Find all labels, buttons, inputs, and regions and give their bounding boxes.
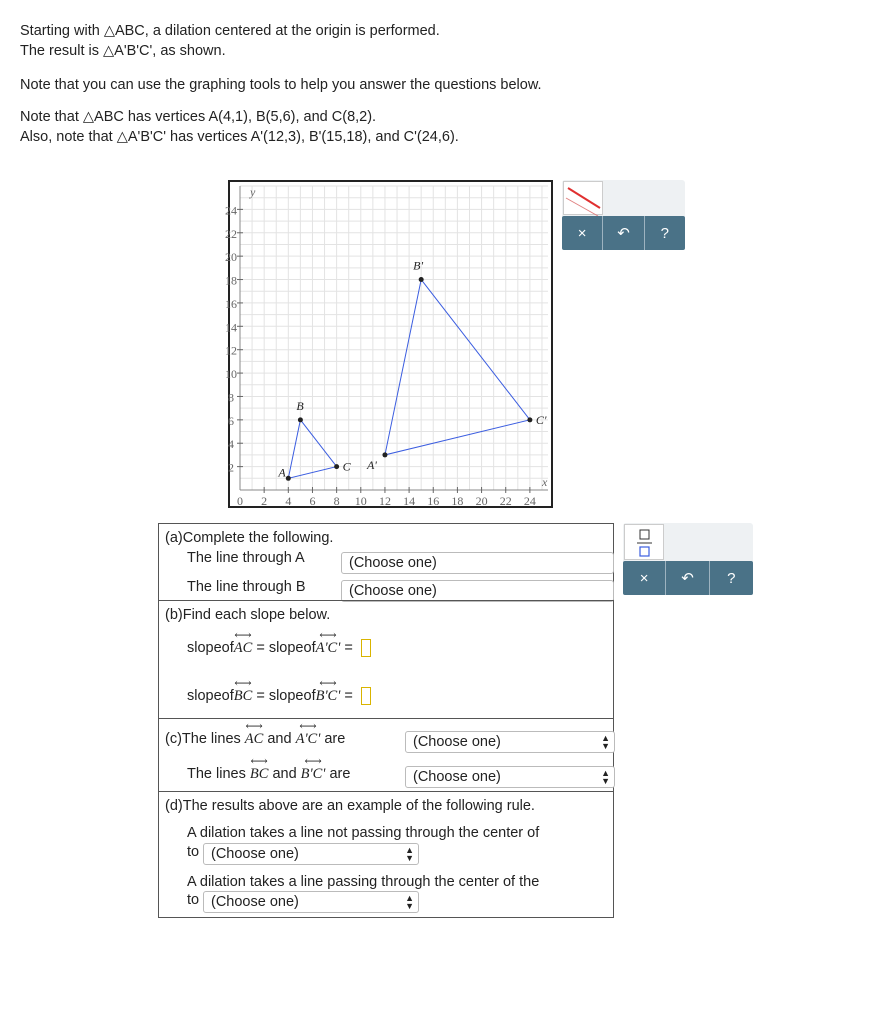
y-axis-label: y	[250, 185, 256, 199]
x-tick-label: 14	[403, 494, 416, 508]
intro-line-1: Starting with △ABC, a dilation centered at the origin is performed.	[20, 23, 440, 39]
graph-toolbar	[562, 216, 685, 250]
vertex-point	[527, 417, 532, 422]
graph-frame	[229, 181, 552, 507]
y-tick-label: 18	[225, 273, 237, 288]
vertex-point	[419, 277, 424, 282]
x-axis-label: x	[542, 475, 548, 489]
select-arrows-icon: ▲ ▼	[405, 845, 414, 863]
part-a-row1-label: The line through A	[187, 550, 305, 566]
y-tick-label: 8	[228, 390, 234, 405]
y-tick-label: 22	[225, 226, 237, 241]
y-tick-label: 2	[228, 460, 234, 475]
slope-ac-row: slopeof⟷ AC = slopeof⟷ A'C' =	[187, 639, 371, 657]
answer-help-button[interactable]: ?	[727, 569, 736, 587]
part-c-panel	[158, 718, 614, 792]
y-tick-label: 16	[225, 296, 237, 311]
vertex-label: B	[296, 398, 304, 413]
part-d-panel	[158, 791, 614, 918]
part-a-row2-label: The line through B	[187, 579, 306, 595]
vertex-label: C'	[535, 412, 547, 427]
slope-bc-row: slopeof⟷ BC = slopeof⟷ B'C' =	[187, 687, 371, 705]
answer-close-button[interactable]: ×	[623, 561, 666, 595]
part-d-heading: (d)The results above are an example of the following rule.	[165, 798, 535, 814]
x-tick-label: 16	[427, 494, 440, 508]
part-d-rule2: A dilation takes a line passing through the center of the	[187, 874, 540, 890]
close-button[interactable]: ×	[562, 216, 603, 250]
part-d-to-2: to	[187, 892, 200, 908]
x-tick-label: 18	[451, 494, 464, 508]
x-tick-label: 12	[378, 494, 391, 508]
select-arrows-icon: ▲ ▼	[601, 733, 610, 751]
y-tick-label: 14	[225, 320, 237, 335]
x-tick-label: 10	[354, 494, 367, 508]
intro-line-3: Note that you can use the graphing tools to help you answer the questions below.	[20, 77, 542, 93]
part-a-row1-select[interactable]: (Choose one)	[341, 552, 614, 574]
part-c-row2: The lines ⟷ BC and ⟷ B'C' are	[187, 766, 350, 783]
x-tick-label: 8	[333, 494, 340, 508]
undo-button[interactable]: ↶	[603, 216, 644, 250]
y-tick-label: 24	[225, 203, 237, 218]
vertex-point	[334, 464, 339, 469]
part-c-row2-select[interactable]: (Choose one) ▲ ▼	[405, 766, 615, 788]
part-c-row1: (c)The lines ⟷ AC and ⟷ A'C' are	[165, 731, 345, 748]
graph-tools-panel	[562, 180, 685, 250]
slope-ac-input[interactable]	[361, 639, 371, 657]
x-tick-label: 24	[523, 494, 536, 508]
part-b-panel	[158, 600, 614, 719]
part-a-heading: (a)Complete the following.	[165, 530, 334, 546]
select-arrows-icon: ▲ ▼	[405, 893, 414, 911]
graph-canvas[interactable]	[225, 180, 553, 508]
answer-toolbar	[623, 561, 753, 595]
fraction-icon	[625, 525, 665, 561]
part-b-heading: (b)Find each slope below.	[165, 607, 331, 623]
part-d-select-1[interactable]: (Choose one) ▲ ▼	[203, 843, 419, 865]
y-tick-label: 6	[228, 413, 234, 428]
x-tick-label: 20	[475, 494, 488, 508]
vertex-point	[382, 452, 387, 457]
y-tick-label: 10	[225, 367, 237, 382]
part-c-row1-select[interactable]: (Choose one) ▲ ▼	[405, 731, 615, 753]
origin-label: 0	[237, 494, 243, 508]
intro-line-4: Note that △ABC has vertices A(4,1), B(5,6), and C(8,2).	[20, 109, 377, 125]
intro-line-2: The result is △A'B'C', as shown.	[20, 43, 226, 59]
part-a-panel	[158, 523, 614, 601]
part-a-row2-select[interactable]: (Choose one)	[341, 580, 614, 602]
help-button[interactable]: ?	[660, 224, 669, 242]
vertex-label: C	[342, 459, 351, 474]
x-tick-label: 4	[285, 494, 292, 508]
vertex-point	[298, 417, 303, 422]
vertex-label: A	[278, 465, 286, 480]
answer-tools-panel	[623, 523, 753, 595]
part-d-to-1: to	[187, 844, 200, 860]
vertex-label: A'	[366, 457, 377, 472]
select-arrows-icon: ▲ ▼	[601, 768, 610, 786]
slope-bc-input[interactable]	[361, 687, 371, 705]
vertex-label: B'	[413, 258, 424, 273]
coordinate-graph[interactable]	[225, 180, 553, 508]
x-tick-label: 2	[261, 494, 268, 508]
answer-undo-button[interactable]: ↶	[666, 561, 709, 595]
x-tick-label: 6	[309, 494, 316, 508]
line-tool-icon	[564, 182, 604, 216]
part-d-rule1: A dilation takes a line not passing through the center of	[187, 825, 540, 841]
y-tick-label: 4	[228, 437, 234, 452]
part-d-select-2[interactable]: (Choose one) ▲ ▼	[203, 891, 419, 913]
y-tick-label: 12	[225, 343, 237, 358]
x-tick-label: 22	[499, 494, 512, 508]
y-tick-label: 20	[225, 250, 237, 265]
fraction-tool[interactable]	[624, 524, 664, 560]
intro-line-5: Also, note that △A'B'C' has vertices A'(12,3), B'(15,18), and C'(24,6).	[20, 129, 459, 145]
line-tool[interactable]	[563, 181, 603, 215]
vertex-point	[286, 476, 291, 481]
